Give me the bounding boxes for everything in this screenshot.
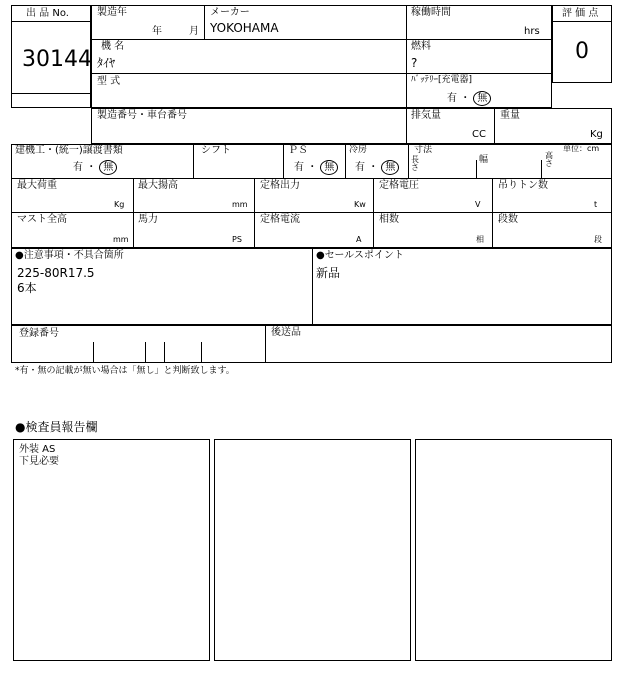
weight-label: 重量 — [500, 110, 520, 121]
rated-voltage-label: 定格電圧 — [379, 180, 419, 191]
phase-count-label: 相数 — [379, 214, 399, 225]
battery-choice — [447, 91, 491, 106]
notes-line1: 225-80R17.5 — [17, 266, 95, 280]
displacement-unit: CC — [472, 129, 486, 140]
inspector-line1: 外装 AS — [19, 444, 56, 455]
rating-value: 0 — [575, 39, 589, 64]
maker-label: メーカー — [210, 7, 250, 18]
cooling-choice — [355, 160, 399, 175]
fuel-label: 燃料 — [411, 41, 431, 52]
dimensions-height: 高 さ — [545, 151, 553, 168]
inspector-heading: ●検査員報告欄 — [15, 420, 98, 434]
stages-label: 段数 — [498, 214, 518, 225]
ps-label: ＰＳ — [288, 145, 308, 156]
transfer-doc-choice — [73, 160, 117, 175]
hoist-tons-label: 吊りトン数 — [498, 180, 548, 191]
notes-label: ●注意事項・不具合箇所 — [15, 250, 124, 261]
horsepower-label: 馬力 — [138, 214, 158, 225]
dimensions-width: 幅 — [479, 155, 489, 165]
lot-number: 30144 — [22, 47, 92, 72]
sales-value: 新品 — [316, 266, 341, 280]
dimensions-unit-note: 単位：cm — [563, 144, 600, 153]
year-label: 製造年 — [97, 7, 127, 18]
rated-current-unit: A — [356, 235, 362, 244]
model-name-value: ﾀｲﾔ — [97, 56, 116, 70]
cooling-yes: 有 — [355, 162, 365, 173]
rating-label: 評 価 点 — [562, 8, 599, 19]
rated-voltage-unit: V — [475, 200, 481, 209]
rated-output-unit: Kw — [354, 200, 366, 209]
max-lift-unit: mm — [232, 200, 248, 209]
displacement-label: 排気量 — [411, 110, 441, 121]
horsepower-unit: PS — [232, 235, 242, 244]
model-name-label: 機 名 — [101, 41, 125, 52]
battery-dot: ・ — [460, 93, 471, 104]
battery-label: ﾊﾞｯﾃﾘｰ[充電器] — [411, 75, 473, 85]
month-unit: 月 — [189, 26, 199, 37]
battery-no-circled: 無 — [473, 91, 491, 106]
rated-output-label: 定格出力 — [260, 180, 300, 191]
hours-unit: hrs — [524, 26, 540, 37]
weight-unit: Kg — [590, 129, 603, 140]
notes-line2: 6本 — [17, 281, 37, 295]
transfer-doc-dot: ・ — [86, 162, 97, 173]
footnote: *有・無の記載が無い場合は「無し」と判断致します。 — [15, 366, 235, 376]
dimensions-length: 長 さ — [411, 155, 419, 172]
registration-box — [11, 325, 612, 363]
sales-label: ●セールスポイント — [316, 250, 404, 261]
cooling-label: 冷房 — [349, 145, 368, 155]
stages-unit: 段 — [594, 235, 602, 244]
hoist-tons-unit: t — [594, 200, 598, 209]
rated-current-label: 定格電流 — [260, 214, 300, 225]
ps-dot: ・ — [307, 162, 318, 173]
dimensions-label: 寸法 — [414, 145, 433, 155]
inspector-box-2 — [214, 439, 411, 661]
transfer-doc-yes: 有 — [73, 162, 83, 173]
serial-label: 製造番号・車台番号 — [97, 110, 187, 121]
cooling-no-circled: 無 — [381, 160, 399, 175]
phase-count-unit: 相 — [476, 235, 484, 244]
inspector-line2: 下見必要 — [19, 456, 59, 467]
year-unit: 年 — [152, 26, 162, 37]
max-lift-label: 最大揚高 — [138, 180, 178, 191]
mast-height-label: マスト全高 — [17, 214, 67, 225]
maker-value: YOKOHAMA — [210, 21, 279, 35]
lot-label: 出 品 No. — [26, 8, 69, 19]
hours-label: 稼働時間 — [411, 7, 451, 18]
ps-choice — [294, 160, 338, 175]
inspector-box-3 — [415, 439, 612, 661]
ps-no-circled: 無 — [320, 160, 338, 175]
cooling-dot: ・ — [368, 162, 379, 173]
transfer-doc-no-circled: 無 — [99, 160, 117, 175]
fuel-value: ? — [411, 56, 418, 70]
max-load-label: 最大荷重 — [17, 180, 57, 191]
shift-label: シフト — [201, 145, 231, 156]
max-load-unit: Kg — [114, 200, 125, 209]
inspector-box-1 — [13, 439, 210, 661]
shipping-label: 後送品 — [271, 327, 301, 338]
ps-yes: 有 — [294, 162, 304, 173]
transfer-doc-label: 建機工・(統一)譲渡書類 — [15, 145, 123, 156]
model-type-label: 型 式 — [97, 76, 121, 87]
mast-height-unit: mm — [113, 235, 129, 244]
battery-yes: 有 — [447, 93, 457, 104]
registration-label: 登録番号 — [19, 328, 59, 339]
